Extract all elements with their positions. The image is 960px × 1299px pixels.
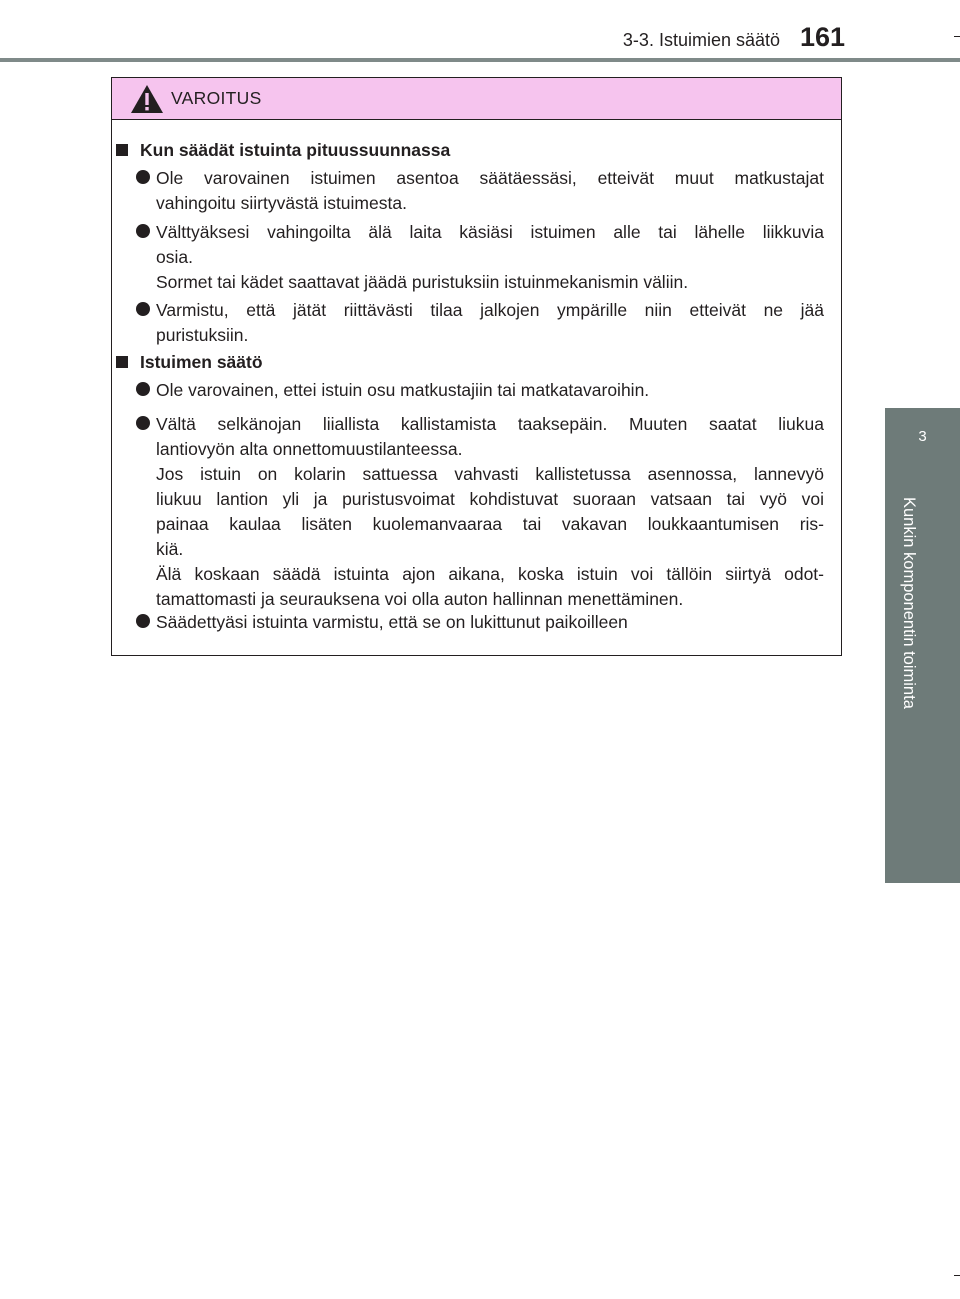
text-line: Jos istuin on kolarin sattuessa vahvasti kallistetussa asennossa, lannevyö — [156, 464, 824, 484]
text-line: tamattomasti ja seurauksena voi olla auton hallinnan menettäminen. — [156, 589, 684, 609]
text-line: kiä. — [156, 539, 184, 559]
bullet-text — [156, 298, 824, 348]
text-line: Sormet tai kädet saattavat jäädä puristuksiin istuinmekanismin väliin. — [156, 272, 689, 292]
text-line: liukuu lantion yli ja puristusvoimat kohdistuvat suoraan vatsaan tai vyö voi — [156, 489, 824, 509]
round-bullet-icon — [136, 224, 150, 238]
bullet-text — [156, 166, 824, 216]
warning-header — [112, 78, 841, 120]
round-bullet-icon — [136, 416, 150, 430]
text-line: Ole varovainen, ettei istuin osu matkustajiin tai matkatavaroihin. — [156, 380, 650, 400]
text-line: puristuksiin. — [156, 325, 249, 345]
warning-box — [111, 77, 842, 656]
text-line: vahingoitu siirtyvästä istuimesta. — [156, 193, 407, 213]
section-title: 3-3. Istuimien säätö — [622, 30, 780, 50]
chapter-tab — [885, 408, 960, 483]
text-line: Varmistu, että jätät riittävästi tilaa jalkojen ympärille niin etteivät ne jää — [156, 300, 824, 320]
text-line: Säädettyäsi istuinta varmistu, että se on lukittunut paikoilleen — [156, 612, 628, 632]
text-line: lantiovyön alta onnettomuustilanteessa. — [156, 439, 463, 459]
section-heading-text: Kun säädät istuinta pituussuunnassa — [140, 140, 451, 160]
text-line: painaa kaulaa lisäten kuolemanvaaraa tai vakavan loukkaantumisen ris- — [156, 514, 824, 534]
section-heading-text: Istuimen säätö — [140, 352, 263, 372]
round-bullet-icon — [136, 302, 150, 316]
square-bullet-icon — [116, 144, 128, 156]
crop-mark-bottom-right — [954, 1275, 960, 1276]
text-line: osia. — [156, 247, 193, 267]
round-bullet-icon — [136, 170, 150, 184]
chapter-title: Kunkin komponentin toiminta — [900, 497, 918, 709]
warning-title: VAROITUS — [171, 88, 262, 108]
page-number: 161 — [800, 22, 846, 52]
text-line: Älä koskaan säädä istuinta ajon aikana, koska istuin voi tällöin siirtyä odot- — [156, 564, 824, 584]
text-line: Vältä selkänojan liiallista kallistamista taaksepäin. Muuten saatat liukua — [156, 414, 824, 434]
bullet-text — [156, 378, 824, 403]
bullet-text — [156, 412, 824, 612]
round-bullet-icon — [136, 614, 150, 628]
header-divider — [0, 58, 960, 62]
round-bullet-icon — [136, 382, 150, 396]
crop-mark-top-right — [954, 36, 960, 37]
bullet-text — [156, 610, 824, 635]
warning-triangle-icon — [130, 84, 164, 114]
chapter-number: 3 — [918, 428, 927, 445]
bullet-text — [156, 220, 824, 295]
text-line: Välttyäksesi vahingoilta älä laita käsiäsi istuimen alle tai lähelle liikkuvia — [156, 222, 824, 242]
text-line: Ole varovainen istuimen asentoa säätäessäsi, etteivät muut matkustajat — [156, 168, 824, 188]
square-bullet-icon — [116, 356, 128, 368]
chapter-side-label — [885, 483, 960, 883]
